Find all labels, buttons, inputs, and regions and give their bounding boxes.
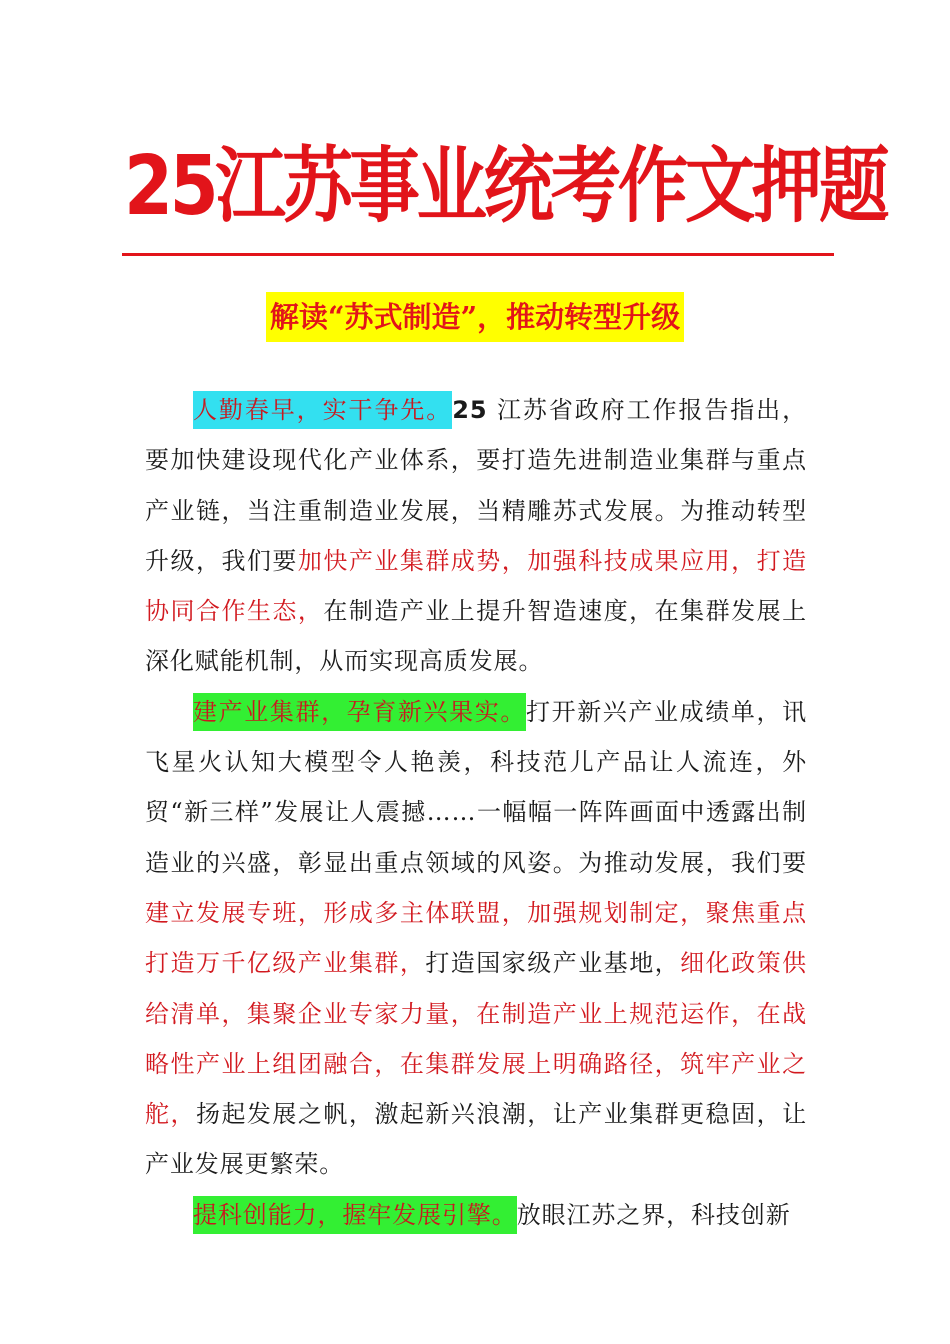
- body-text-segment: 扬起发展之帆，激起新兴浪潮，让产业集群更稳固，让产业发展更繁荣。: [145, 1100, 807, 1179]
- emphasis-text: 建立发展专班，形成多主体联盟，加强规划制定，聚焦重点打造万千亿级产业集群，: [145, 898, 807, 978]
- subtitle-row: [0, 292, 950, 342]
- emphasis-text: 加快产业集群成势，加强科技成果应用，打造协同合作生态，: [145, 546, 807, 626]
- body-text-segment: 放眼江苏之界，科技创新: [516, 1200, 791, 1229]
- body-text-segment: 打造国家级产业基地，: [425, 949, 681, 978]
- document-subtitle: 解读“苏式制造”，推动转型升级: [266, 292, 684, 342]
- emphasis-text: 细化政策供给清单，集聚企业专家力量，在制造产业上规范运作，在战略性产业上组团融合，在集群发展上明确路径，筑牢产业之舵，: [145, 949, 808, 1129]
- body-paragraph: [145, 385, 807, 687]
- body-paragraph: [145, 1190, 807, 1240]
- body-text-segment: 江苏省政府工作报告指出，要加快建设现代化产业体系，要打造先进制造业集群与重点产业链，当注重制造业发展，当精雕苏式发展。为推动转型升级，我们要: [145, 396, 808, 575]
- paragraph-lead-sentence: 人勤春早，实干争先。: [193, 391, 452, 429]
- paragraph-lead-sentence: 建产业集群，孕育新兴果实。: [193, 693, 526, 731]
- paragraph-lead-sentence: 提科创能力，握牢发展引擎。: [193, 1196, 517, 1234]
- body-text-segment: 打开新兴产业成绩单，讯飞星火认知大模型令人艳羡，科技范儿产品让人流连，外贸“新三样”发展让人震撼……一幅幅一阵阵画面中透露出制造业的兴盛，彰显出重点领域的风姿。为推动发展，我们要: [145, 697, 807, 877]
- title-divider: [122, 253, 834, 256]
- body-paragraph: [145, 687, 807, 1190]
- body-text-segment: 在制造产业上提升智造速度，在集群发展上深化赋能机制，从而实现高质发展。: [145, 597, 807, 676]
- document-title: 25江苏事业统考作文押题: [124, 139, 887, 234]
- year-number: 25: [452, 396, 488, 424]
- body-text: [145, 385, 807, 1240]
